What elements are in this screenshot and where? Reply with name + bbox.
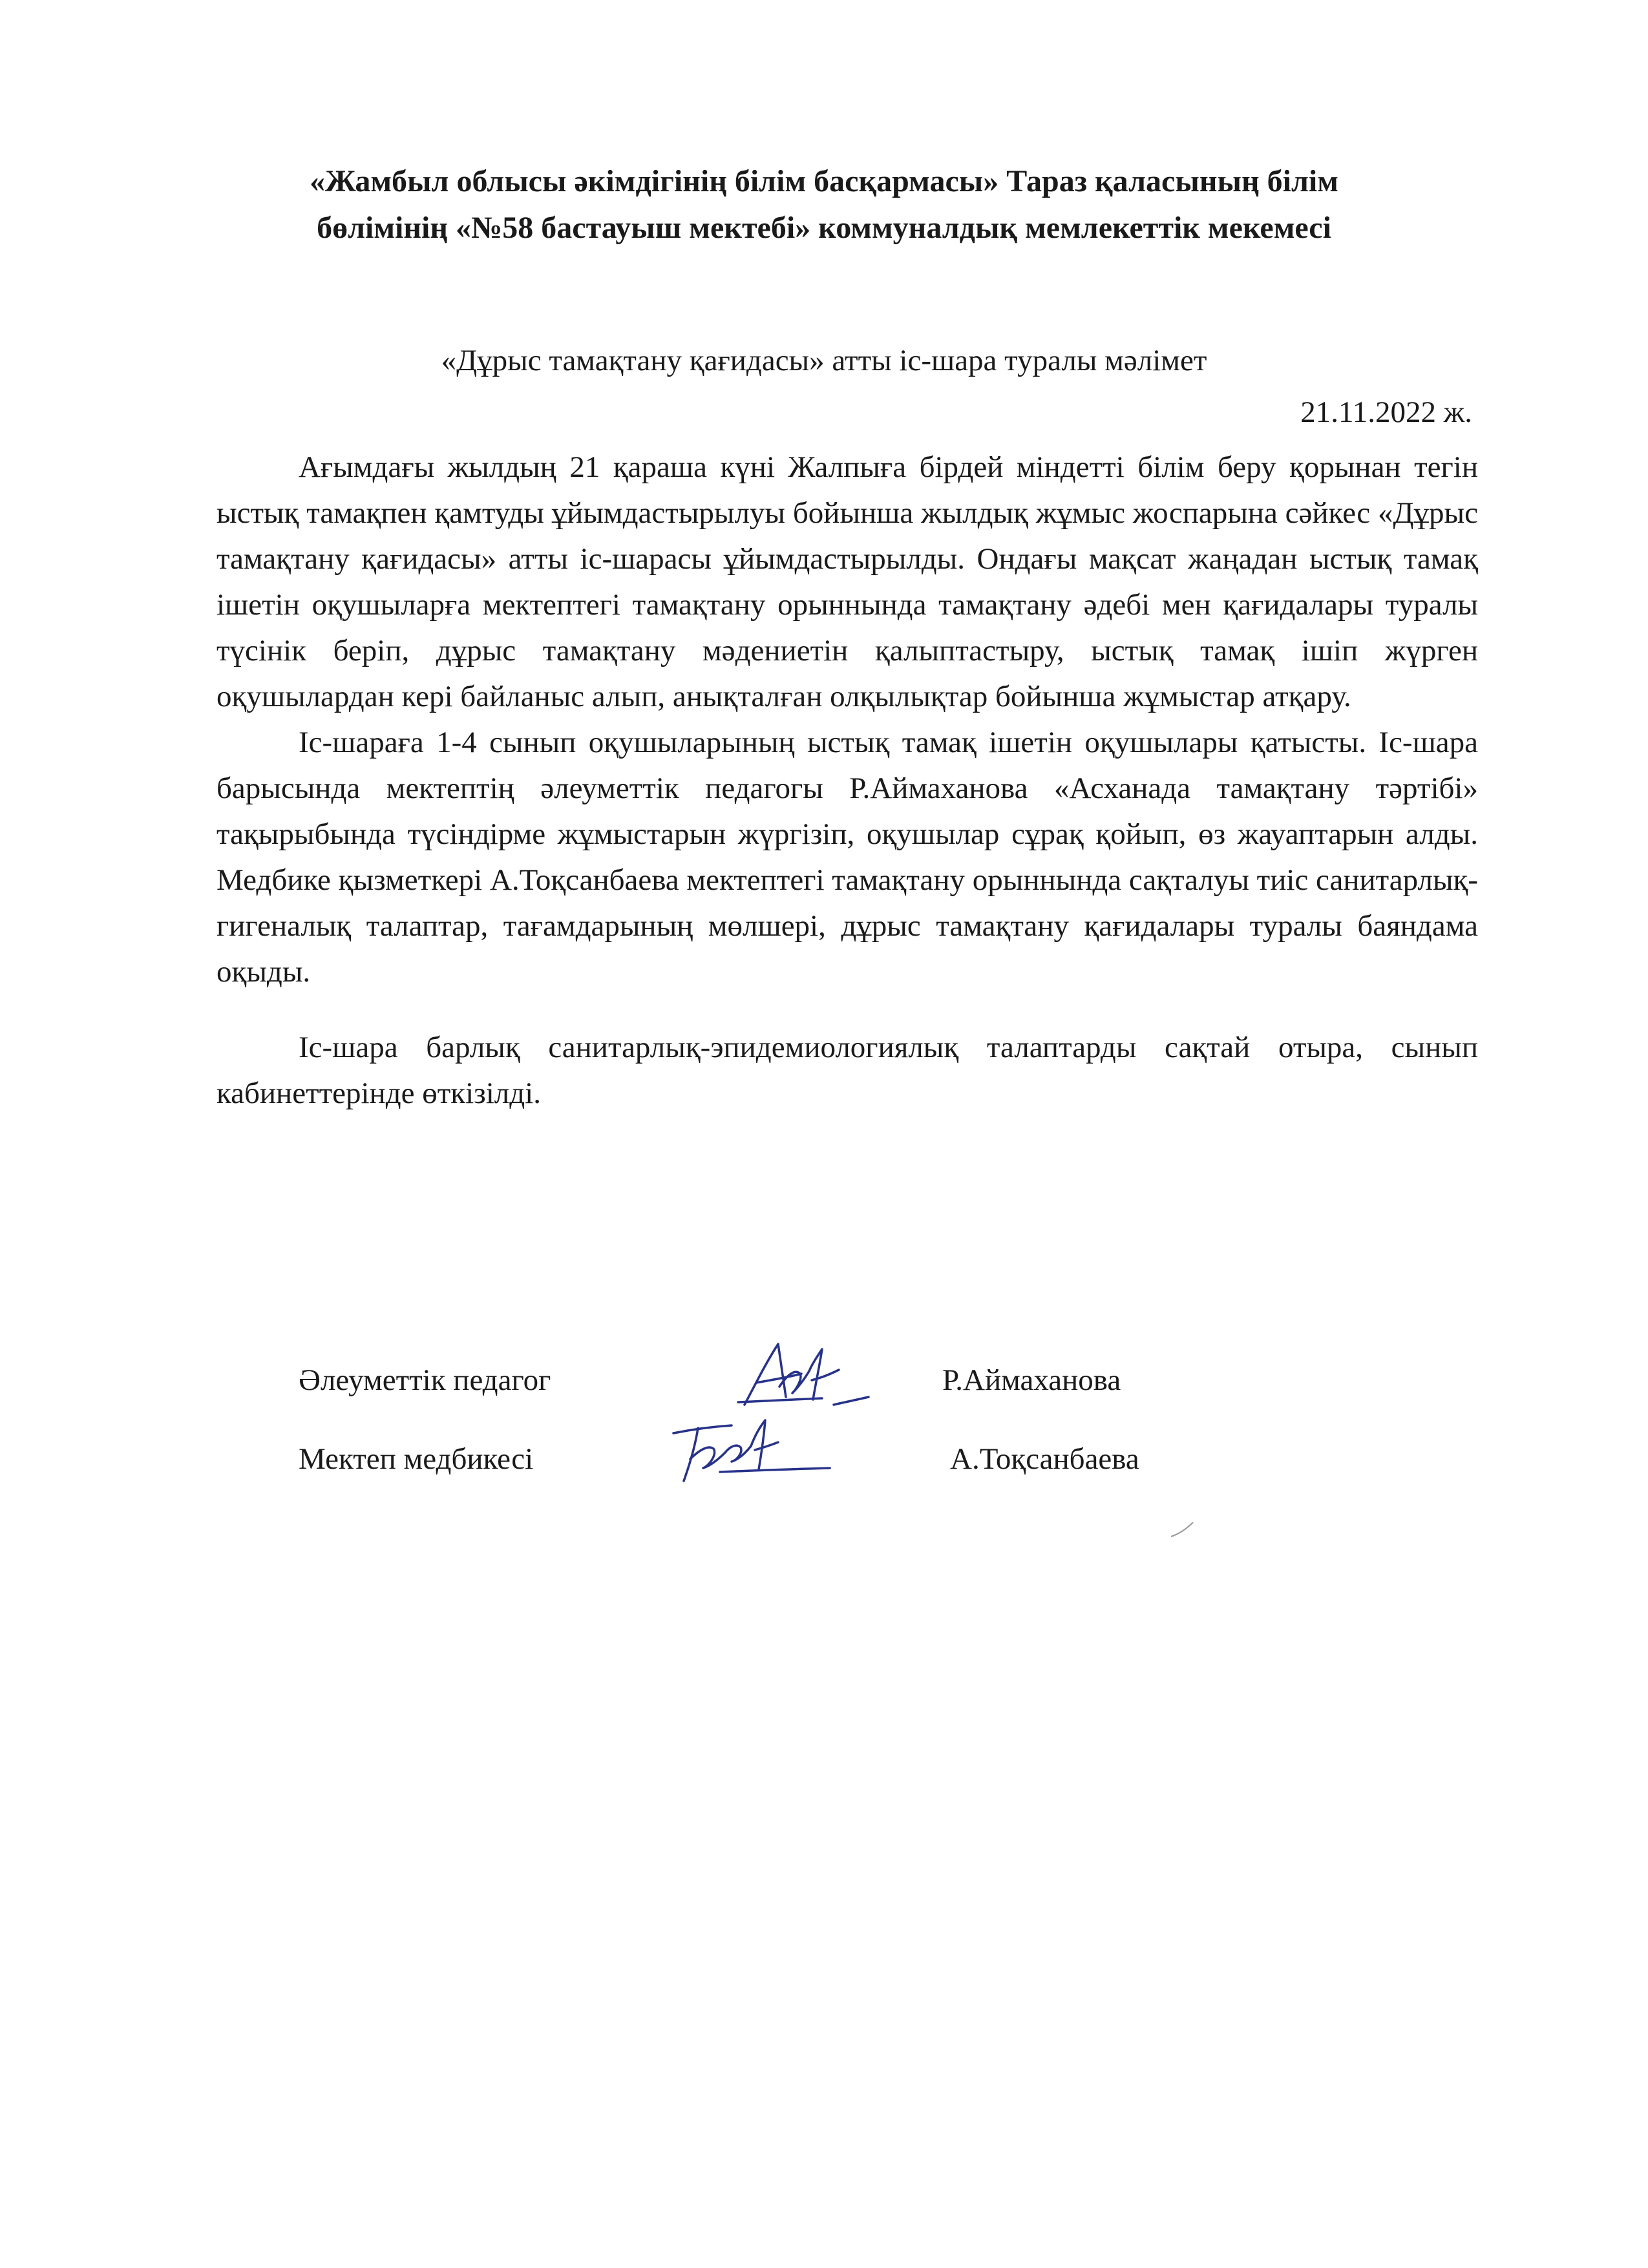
document-date: 21.11.2022 ж. <box>1300 395 1472 429</box>
pen-mark <box>1170 1520 1196 1542</box>
body-paragraph-3: Іс-шара барлық санитарлық-эпидемиологиялық талаптарды сақтай отыра, сынып кабинеттерінде өткізілді. <box>217 1031 1478 1110</box>
body-paragraph-1: Ағымдағы жылдың 21 қараша күні Жалпыға бірдей міндетті білім беру қорынан тегін ыстық тамақпен қамтуды ұйымдастырылуы бойынша жылдық жұмыс жоспарына сәйкес «Дұрыс тамақтану қағидасы» атты іс-шарасы ұйымдастырылды. Ондағы мақсат жаңадан ыстық тамақ ішетін оқушыларға мектептегі тамақтану орыннында тамақтану әдебі мен қағидалары туралы түсінік беріп, дұрыс тамақтану мәдениетін қалыптастыру, ыстық тамақ ішіп жүрген оқушылардан кері байланыс алып, анықталған олқылықтар бойынша жұмыстар атқару. <box>217 450 1478 713</box>
signatory-name: А.Тоқсанбаева <box>950 1442 1139 1476</box>
institution-header <box>162 158 1486 251</box>
document-body <box>217 445 1478 1117</box>
header-line-1: «Жамбыл облысы әкімдігінің білім басқармасы» Тараз қаласының білім <box>310 164 1338 198</box>
handwritten-signature-2 <box>660 1414 835 1491</box>
body-paragraph-2: Іс-шараға 1-4 сынып оқушыларының ыстық тамақ ішетін оқушылары қатысты. Іс-шара барысында мектептің әлеуметтік педагогы Р.Аймаханова «Асханада тамақтану тәртібі» тақырыбында түсіндірме жұмыстарын жүргізіп, оқушылар сұрақ қойып, өз жауаптарын алды. Медбике қызметкері А.Тоқсанбаева мектептегі тамақтану орыннында сақталуы тиіс санитарлық-гигеналық талаптар, тағамдарының мөлшері, дұрыс тамақтану қағидалары туралы баяндама оқыды. <box>217 726 1479 989</box>
signature-row-school-nurse <box>299 1440 1333 1498</box>
document-title: «Дұрыс тамақтану қағидасы» атты іс-шара туралы мәлімет <box>441 344 1207 377</box>
handwritten-signature-1 <box>725 1335 874 1419</box>
header-line-2: бөлімінің «№58 бастауыш мектебі» коммуналдық мемлекеттік мекемесі <box>317 211 1331 245</box>
signatory-name: Р.Аймаханова <box>942 1363 1121 1397</box>
signature-row-social-pedagogue <box>299 1361 1333 1419</box>
signature-role: Әлеуметтік педагог <box>299 1363 551 1397</box>
signature-role: Мектеп медбикесі <box>299 1442 534 1476</box>
